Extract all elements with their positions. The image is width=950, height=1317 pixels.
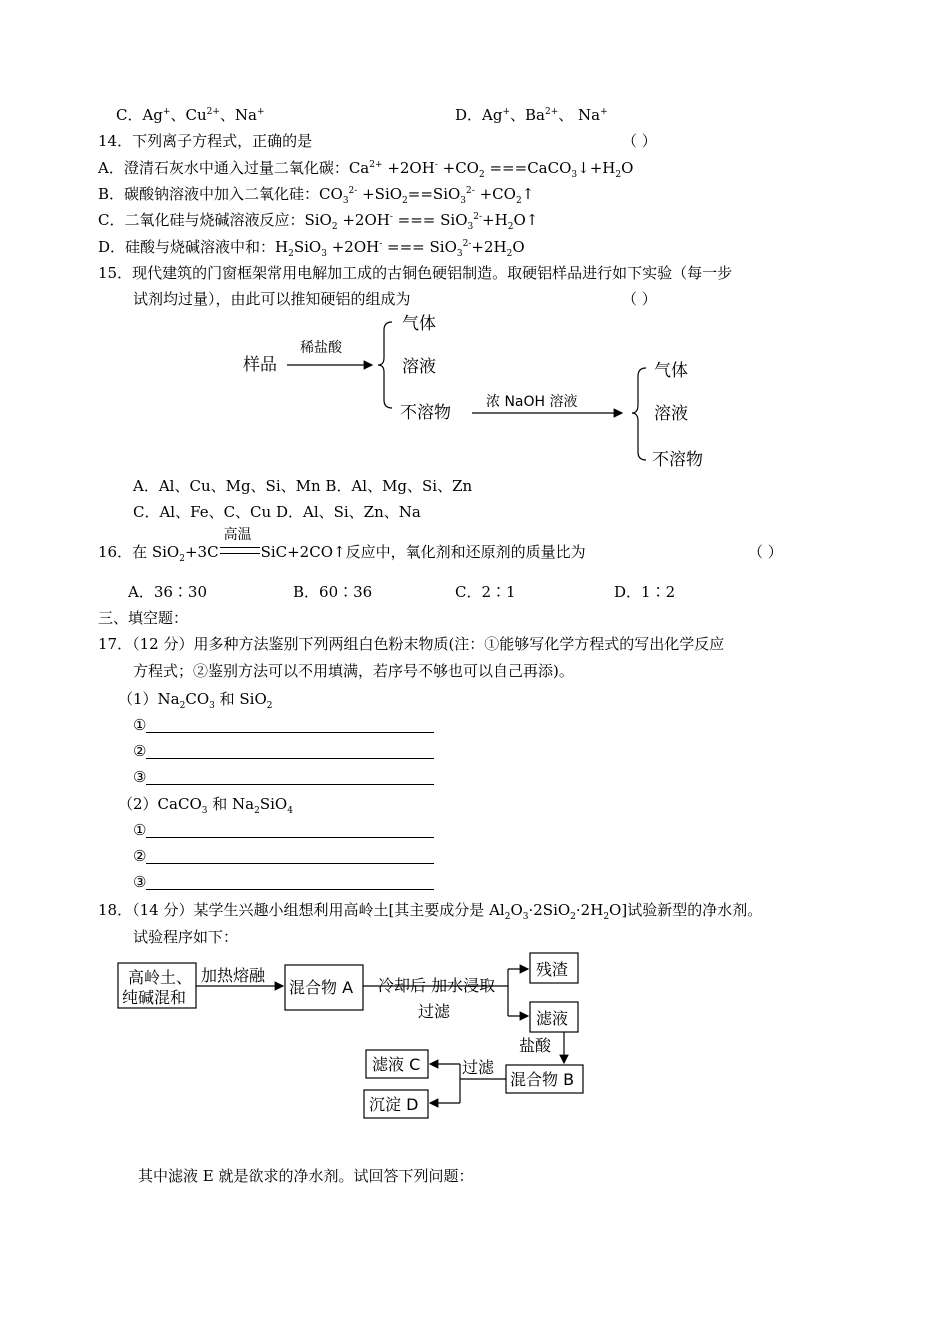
q16-answer-paren: （ ） (748, 543, 783, 561)
q15-stem-line1: 15．现代建筑的门窗框架常用电解加工成的古铜色硬铝制造。取硬铝样品进行如下实验（每一步 (98, 264, 733, 282)
q14-option-d: D．硅酸与烧碱溶液中和：$H_2SiO_3 +2OH^-$ === $SiO_3^{2-}+2H_2O$ (98, 238, 525, 259)
q17-part2-line2[interactable]: ② (133, 846, 434, 866)
diagram-solution-1: 溶液 (402, 357, 436, 377)
diagram-gas-2: 气体 (654, 361, 688, 381)
flow-acid: 盐酸 (519, 1036, 552, 1055)
q14-option-c: C．二氧化硅与烧碱溶液反应：SiO$_2$ +2OH- === $SiO_3^{2-}+H_2O↑$ (98, 211, 539, 232)
q17-part1-line1[interactable]: ① (133, 715, 434, 735)
q15-reaction-diagram (0, 300, 950, 480)
q17-part2-line3[interactable]: ③ (133, 872, 434, 892)
flow-filtrate: 滤液 (536, 1009, 569, 1028)
diagram-reagent-naoh: 浓 NaOH 溶液 (486, 394, 578, 410)
q17-part1-line2[interactable]: ② (133, 741, 434, 761)
q15-stem-line2: 试剂均过量），由此可以推知硬铝的组成为 (133, 290, 411, 308)
diagram-solution-2: 溶液 (654, 404, 688, 424)
q18-stem-line2: 试验程序如下： (133, 928, 239, 946)
diagram-brace-1 (378, 322, 392, 408)
q17-stem-line1: 17．（12 分）用多种方法鉴别下列两组白色粉末物质(注：①能够写化学方程式的写出化学反应 (98, 635, 725, 653)
flow-filtrate-c: 滤液 C (372, 1055, 421, 1074)
q17-stem-line2: 方程式；②鉴别方法可以不用填满，若序号不够也可以自己再添)。 (133, 662, 574, 680)
q16-option-a: A．36∶30 (128, 583, 208, 601)
section-3-heading: 三、填空题： (98, 609, 189, 627)
q15-answer-paren: （ ） (622, 290, 657, 308)
q14-stem: 14．下列离子方程式，正确的是 (98, 132, 313, 150)
q13-option-d: D．Ag+、$Ba^{2+}$、 Na+ (455, 106, 608, 124)
q16-stem: 16．在 SiO$_2$+3C 高温 SiC+2CO↑反应中，氧化剂和还原剂的质量比为 (98, 527, 586, 564)
diagram-insoluble-1: 不溶物 (400, 403, 451, 423)
q14-option-b: B．碳酸钠溶液中加入二氧化硅：$CO_3^{2-} +SiO_2==SiO_3^{2-}$ $+CO_2↑$ (98, 185, 535, 206)
flow-start-line2: 纯碱混和 (122, 988, 187, 1007)
q14-answer-paren: （ ） (622, 132, 657, 150)
q17-part2: （2）CaCO$_3$ 和 $Na_2SiO_4$ (118, 795, 293, 816)
flow-residue: 残渣 (536, 960, 569, 979)
flow-step-heat: 加热熔融 (201, 966, 266, 985)
q15-options-ab: A．Al、Cu、Mg、Si、Mn B．Al、Mg、Si、Zn (133, 477, 473, 495)
diagram-insoluble-2: 不溶物 (652, 450, 703, 470)
q16-option-c: C．2∶1 (455, 583, 516, 601)
diagram-reagent-hcl: 稀盐酸 (300, 340, 342, 356)
flow-step-filter-1: 过滤 (418, 1002, 451, 1021)
q18-flowchart (0, 945, 950, 1125)
q15-options-cd: C．Al、Fe、C、Cu D．Al、Si、Zn、Na (133, 503, 421, 521)
diagram-brace-2 (632, 368, 646, 460)
flow-step-cool: 冷却后 加水浸取 (378, 976, 496, 995)
q18-stem-line1: 18．（14 分）某学生兴趣小组想利用高岭土[其主要成分是 $Al_2O_3\cdot 2SiO_2\cdot 2H_2O$]试验新型的净水剂。 (98, 901, 763, 922)
diagram-sample: 样品 (243, 355, 277, 375)
flow-precip-d: 沉淀 D (369, 1095, 419, 1114)
flow-mix-a: 混合物 A (289, 978, 354, 997)
q17-part1: $(1)Na_2CO_3$ 和 SiO$_2$ (118, 690, 273, 711)
q16-option-d: D．1∶2 (614, 583, 676, 601)
q17-part1-line3[interactable]: ③ (133, 767, 434, 787)
flow-start-line1: 高岭土、 (128, 968, 193, 987)
q16-option-b: B．60∶36 (293, 583, 373, 601)
q16-condition: 高温 (219, 542, 261, 562)
diagram-gas-1: 气体 (402, 314, 436, 334)
flow-mix-b: 混合物 B (510, 1070, 575, 1089)
q14-option-a: A．澄清石灰水中通入过量二氧化碳：$Ca^{2+} +2OH^- +CO_2$ $===CaCO_3↓+H_2O$ (98, 159, 634, 180)
q18-footer: 其中滤液 E 就是欲求的净水剂。试回答下列问题： (138, 1167, 474, 1185)
flow-filter-2: 过滤 (462, 1058, 495, 1077)
q13-option-c: C．Ag+、$Cu^{2+}$、Na+ (116, 106, 265, 124)
q17-part2-line1[interactable]: ① (133, 820, 434, 840)
